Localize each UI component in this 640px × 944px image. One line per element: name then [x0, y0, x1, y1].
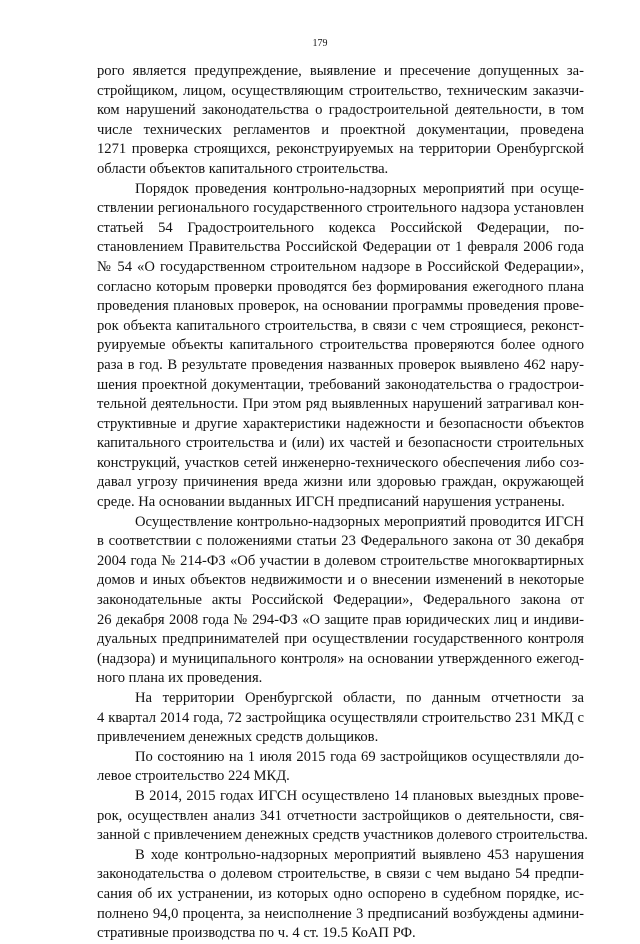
text-line: левое строительство 224 МКД. [97, 768, 290, 785]
text-line: № 54 «О государственном строительном надзоре в Российской Федерации», [97, 258, 584, 275]
text-line: рок, осуществлен анализ 341 отчетности застройщиков о деятельности, свя- [97, 807, 584, 824]
text-line: структивные и другие характеристики надежности и безопасности объектов [97, 415, 584, 432]
text-line: шения проектной документации, требований законодательства о градострои- [97, 376, 584, 393]
paragraph [97, 62, 584, 180]
text-line: рок объекта капитального строительства, в связи с чем строящиеся, реконст- [97, 317, 584, 334]
text-line: руируемые объекты капитального строительства проверяются более одного [97, 337, 584, 354]
text-line: законодательные акты Российской Федерации», Федерального закона от [97, 592, 584, 609]
text-line: конструкций, участков сетей инженерно-технического обеспечения либо соз- [97, 454, 584, 471]
text-line: тельной деятельности. При этом ряд выявленных нарушений затрагивал кон- [97, 396, 584, 413]
text-line: На территории Оренбургской области, по данным отчетности за [135, 690, 584, 706]
text-line: домов и иных объектов недвижимости и о внесении изменений в некоторые [97, 572, 584, 589]
text-line: Порядок проведения контрольно-надзорных мероприятий при осуще- [135, 180, 584, 197]
text-line: рого является предупреждение, выявление и пресечение допущенных за- [97, 63, 584, 79]
text-line: По состоянию на 1 июля 2015 года 69 застройщиков осуществляли до- [135, 748, 584, 765]
text-line: В 2014, 2015 годах ИГСН осуществлено 14 плановых выездных прове- [135, 787, 584, 804]
text-line: 1271 проверка строящихся, реконструируемых на территории Оренбургской [97, 141, 584, 158]
text-line: статьей 54 Градостроительного кодекса Российской Федерации, по- [97, 219, 584, 236]
text-line: ного плана их проведения. [97, 670, 263, 687]
page-number: 179 [312, 38, 328, 49]
paragraph [97, 513, 584, 689]
text-line: дуальных предпринимателей при осуществлении государственного контроля [97, 631, 584, 648]
text-line: капитального строительства и (или) их частей и безопасности строительных [97, 435, 584, 452]
text-line: сания об их устранении, из которых одно оспорено в судебном порядке, ис- [97, 885, 584, 902]
text-line: среде. На основании выданных ИГСН предписаний нарушения устранены. [97, 494, 565, 511]
paragraph [97, 180, 584, 513]
body-text [97, 62, 588, 944]
text-line: стративные производства по ч. 4 ст. 19.5 КоАП РФ. [97, 925, 416, 942]
text-line: Осуществление контрольно-надзорных мероприятий проводится ИГСН [135, 513, 584, 530]
text-line: стройщиком, лицом, осуществляющим строительство, техническим заказчи- [97, 82, 584, 99]
text-line: 26 декабря 2008 года № 294-ФЗ «О защите прав юридических лиц и индиви- [97, 611, 584, 628]
paragraph [97, 748, 584, 787]
text-line: проведения плановых проверок, на основании программы проведения прове- [97, 298, 584, 315]
text-line: становлением Правительства Российской Федерации от 1 февраля 2006 года [97, 239, 584, 256]
text-line: в соответствии с положениями статьи 23 Федерального закона от 30 декабря [97, 533, 584, 550]
text-line: числе технических регламентов и проектной документации, проведена [97, 121, 584, 138]
paragraph [97, 689, 584, 748]
text-line: ствлении регионального государственного строительного надзора установлен [97, 200, 584, 217]
text-line: раза в год. В результате проведения названных проверок выявлено 462 нару- [97, 356, 584, 373]
text-line: законодательства о долевом строительстве, в связи с чем выдано 54 предпи- [97, 866, 584, 883]
text-line: (надзора) и муниципального контроля» на основании утвержденного ежегод- [97, 650, 584, 667]
text-line: привлечением денежных средств дольщиков. [97, 729, 379, 746]
text-line: В ходе контрольно-надзорных мероприятий выявлено 453 нарушения [135, 846, 584, 863]
text-line: согласно которым проверки проводятся без формирования ежегодного плана [97, 278, 584, 295]
paragraph [97, 846, 584, 944]
paragraph [97, 787, 588, 846]
text-line: полнено 94,0 процента, за неисполнение 3 предписаний возбуждены админи- [97, 905, 584, 922]
text-line: ком нарушений законодательства о градостроительной деятельности, в том [97, 102, 584, 119]
text-line: области объектов капитального строительства. [97, 160, 389, 177]
text-line: 2004 года № 214-ФЗ «Об участии в долевом строительстве многоквартирных [97, 552, 584, 569]
text-line: давал угрозу причинения вреда жизни или здоровью граждан, окружающей [97, 474, 584, 491]
text-line: 4 квартал 2014 года, 72 застройщика осуществляли строительство 231 МКД с [97, 709, 584, 726]
text-line: занной с привлечением денежных средств участников долевого строительства. [97, 827, 588, 844]
